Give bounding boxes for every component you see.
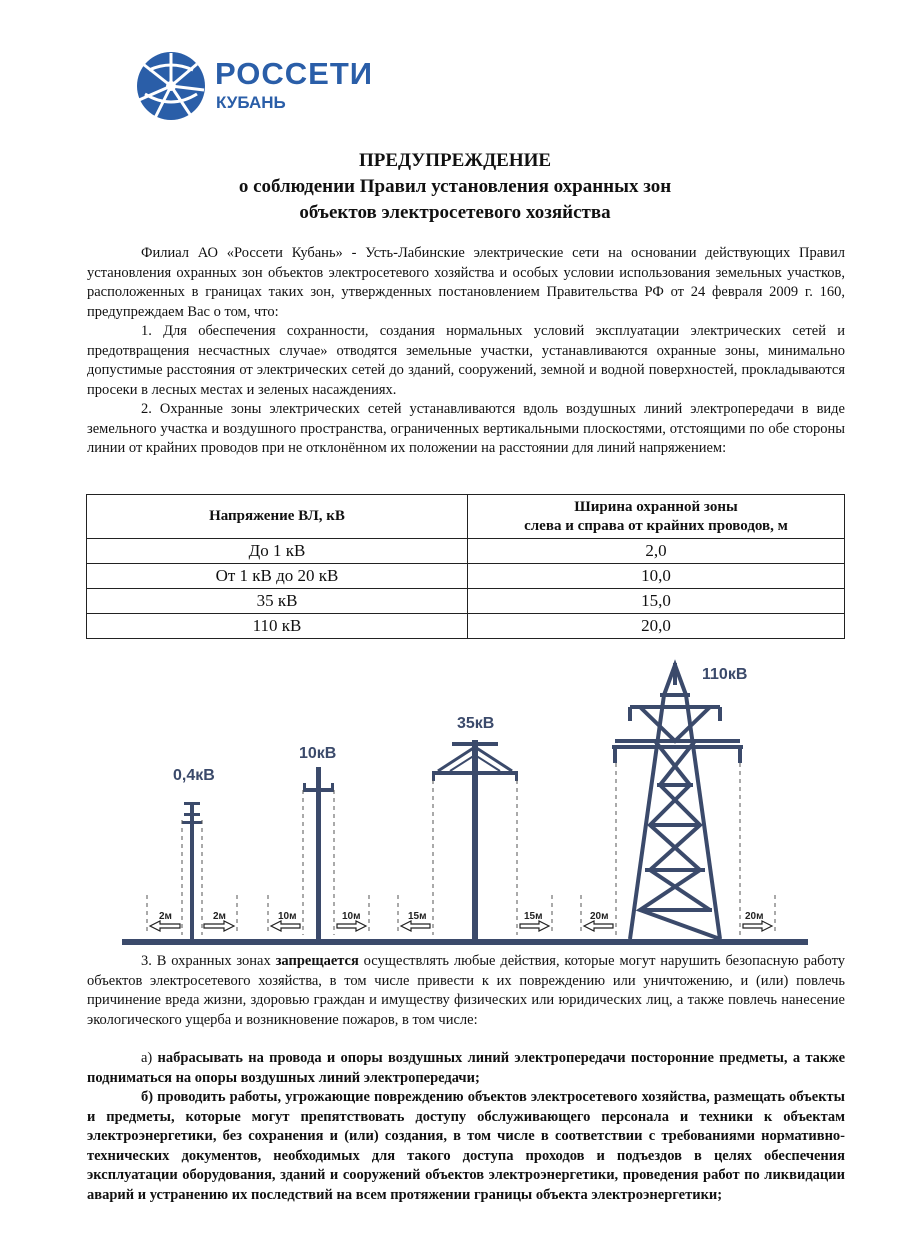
ground-line [122, 939, 808, 945]
table-cell-width: 2,0 [468, 539, 845, 564]
pole-10kv-label: 10кВ [299, 745, 337, 762]
header-width-line2: слева и справа от крайних проводов, м [524, 517, 788, 534]
distance-label: 20м [590, 911, 609, 922]
point-2-paragraph: 2. Охранные зоны электрических сетей устанавливаются вдоль воздушных линий электропередачи в виде земельного участка и воздушного пространства, ограниченных вертикальными плоскостями, отстоящими по обе стороны линии от крайних проводов при не отклонённом их положении на расстоянии для линий напряжением: [87, 401, 845, 456]
pole-35kv-label: 35кВ [457, 715, 495, 732]
pole-10kv-icon [303, 767, 334, 939]
page-title: ПРЕДУПРЕЖДЕНИЕ [358, 150, 552, 171]
protection-zone-table [86, 494, 845, 639]
distance-label: 2м [213, 911, 226, 922]
item-a-text: набрасывать на провода и опоры воздушных линий электропередачи посторонние предметы, а также подниматься на опоры воздушных линий электропередачи; [87, 1050, 846, 1086]
table-cell-width: 20,0 [468, 614, 845, 639]
table-row [87, 614, 845, 639]
point-3-rest: осуществлять любые действия, которые могут нарушить безопасную работу объектов электросетевого хозяйства, в том числе привести к их повреждению или уничтожению, и (или) повлечь причинение вреда жизни, здоровью граждан и имуществу физических или юридических лиц, а также повлечь нанесение экологического ущерба и возникновение пожаров, в том числе: [87, 953, 845, 1028]
distance-label: 20м [745, 911, 764, 922]
table-cell-width: 10,0 [468, 564, 845, 589]
table-cell-width: 15,0 [468, 589, 845, 614]
distance-label: 10м [342, 911, 361, 922]
point-3-forbidden: запрещается [275, 953, 359, 969]
pole-0-4kv-icon [182, 802, 202, 939]
company-logo [135, 50, 374, 120]
point-1-paragraph: 1. Для обеспечения сохранности, создания нормальных условий эксплуатации электрических сетей и предотвращения несчастных случае» отводятся земельные участки, устанавливаются охранные зоны, минимально допустимые расстояния от электрических сетей до зданий, сооружений, земной и водной поверхностей, прокладываются просеки в лесных местах и зеленых насаждениях. [87, 323, 845, 398]
logo-brand-text: РОССЕТИ [215, 56, 374, 91]
page-subtitle-line2: объектов электросетевого хозяйства [299, 202, 611, 223]
table-cell-voltage: До 1 кВ [87, 539, 468, 564]
item-a-prefix: а) [141, 1050, 158, 1066]
distance-label: 15м [408, 911, 427, 922]
distance-label: 15м [524, 911, 543, 922]
page-subtitle-line1: о соблюдении Правил установления охранных зон [238, 176, 672, 197]
point-3-paragraph [87, 952, 845, 1030]
pole-0-4kv-label: 0,4кВ [173, 767, 215, 784]
header-voltage: Напряжение ВЛ, кВ [87, 495, 468, 539]
header-width-line1: Ширина охранной зоны [574, 498, 738, 515]
logo-sub-text: КУБАНЬ [216, 93, 286, 112]
pole-35kv-icon [432, 740, 518, 939]
pole-110kv-icon [612, 663, 743, 939]
point-3-start: 3. В охранных зонах [141, 953, 276, 969]
logo-emblem-icon [135, 50, 207, 122]
table-cell-voltage: 110 кВ [87, 614, 468, 639]
pole-110kv-label: 110кВ [702, 666, 748, 683]
table-cell-voltage: 35 кВ [87, 589, 468, 614]
power-line-zones-diagram [0, 655, 910, 950]
header-width [468, 495, 845, 539]
distance-label: 10м [278, 911, 297, 922]
intro-paragraph: Филиал АО «Россети Кубань» - Усть-Лабинские электрические сети на основании действующих Правил установления охранных зон объектов электросетевого хозяйства и особых условии использования земельных участков, расположенных в границах таких зон, утвержденных постановлением Правительства РФ от 24 февраля 2009 г. 160, предупреждаем Вас о том, что: [87, 245, 845, 320]
distance-label: 2м [159, 911, 172, 922]
item-b-paragraph: б) проводить работы, угрожающие повреждению объектов электросетевого хозяйства, размещать объекты и предметы, которые могут препятствовать доступу обслуживающего персонала и техники к объектам электроэнергетики, без сохранения и (или) создания, в том числе в соответствии с требованиями нормативно-технических документов, необходимых для такого доступа проходов и подъездов в целях обеспечения эксплуатации оборудования, зданий и сооружений объектов электроэнергетики, проведения работ по ликвидации аварий и устранению их последствий на всем протяжении границы объекта электроэнергетики; [87, 1089, 845, 1203]
table-row [87, 589, 845, 614]
table-cell-voltage: От 1 кВ до 20 кВ [87, 564, 468, 589]
table-header-row [87, 495, 845, 539]
table-row [87, 539, 845, 564]
table-row [87, 564, 845, 589]
item-a-paragraph [87, 1049, 845, 1088]
